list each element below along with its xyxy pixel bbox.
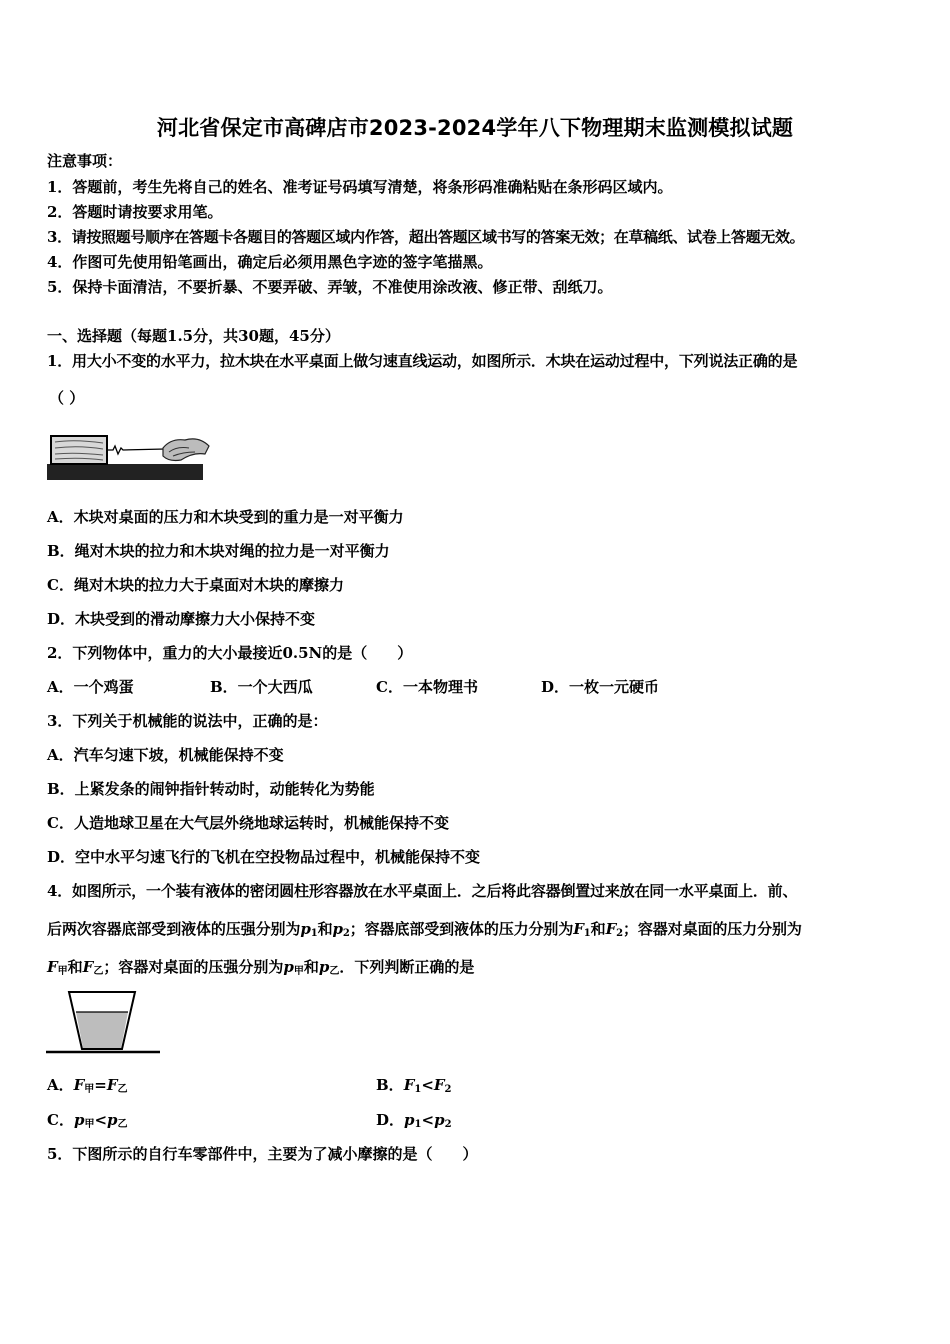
q4-stem-line-1: 4．如图所示，一个装有液体的密闭圆柱形容器放在水平桌面上．之后将此容器倒置过来放在同一水平桌面上．前、 — [47, 882, 798, 900]
notice-heading: 注意事项： — [47, 152, 123, 170]
q4-option-a: A．$F_甲=F_乙$ — [47, 1076, 128, 1095]
q1-option-c: C．绳对木块的拉力大于桌面对木块的摩擦力 — [47, 576, 344, 594]
notice-item-1: 1．答题前，考生先将自己的姓名、准考证号码填写清楚，将条形码准确粘贴在条形码区域内。 — [47, 178, 673, 196]
q4-option-c: C．$p_甲<p_乙$ — [47, 1111, 128, 1130]
q2-option-c: C．一本物理书 — [376, 678, 478, 696]
q1-option-b: B．绳对木块的拉力和木块对绳的拉力是一对平衡力 — [47, 542, 390, 560]
q3-option-a: A．汽车匀速下坡，机械能保持不变 — [47, 746, 284, 764]
q4-stem-line-3: $F_甲$和$F_乙$；容器对桌面的压强分别为$p_甲$和$p_乙$．下列判断正确的是 — [47, 958, 475, 977]
q3-option-b: B．上紧发条的闹钟指针转动时，动能转化为势能 — [47, 780, 375, 798]
q2-option-b: B．一个大西瓜 — [210, 678, 313, 696]
section-heading: 一、选择题（每题1.5分，共30题，45分） — [47, 327, 340, 345]
notice-item-5: 5．保持卡面清洁，不要折暴、不要弄破、弄皱，不准使用涂改液、修正带、刮纸刀。 — [47, 278, 613, 296]
q3-stem: 3．下列关于机械能的说法中，正确的是： — [47, 712, 328, 730]
q3-option-c: C．人造地球卫星在大气层外绕地球运转时，机械能保持不变 — [47, 814, 449, 832]
q1-option-a: A．木块对桌面的压力和木块受到的重力是一对平衡力 — [47, 508, 404, 526]
q1-stem-bracket: （ ） — [49, 389, 85, 407]
q5-stem: 5．下图所示的自行车零部件中，主要为了减小摩擦的是（ ） — [47, 1145, 478, 1163]
q1-option-d: D．木块受到的滑动摩擦力大小保持不变 — [47, 610, 316, 628]
q1-figure-block-pulled — [45, 430, 215, 482]
notice-item-2: 2．答题时请按要求用笔。 — [47, 203, 223, 221]
notice-item-4: 4．作图可先使用铅笔画出，确定后必须用黑色字迹的签字笔描黑。 — [47, 253, 493, 271]
notice-item-3: 3．请按照题号顺序在答题卡各题目的答题区域内作答，超出答题区域书写的答案无效；在草稿纸、试卷上答题无效。 — [47, 228, 805, 246]
q2-option-d: D．一枚一元硬币 — [541, 678, 660, 696]
q2-stem: 2．下列物体中，重力的大小最接近0.5N的是（ ） — [47, 644, 413, 662]
q2-option-a: A．一个鸡蛋 — [47, 678, 134, 696]
q1-stem: 1．用大小不变的水平力，拉木块在水平桌面上做匀速直线运动，如图所示．木块在运动过程中，下列说法正确的是 — [47, 352, 798, 370]
q4-stem-line-2: 后两次容器底部受到液体的压强分别为$p_1$和$p_2$；容器底部受到液体的压力分别为$F_1$和$F_2$；容器对桌面的压力分别为 — [47, 920, 802, 939]
q4-option-d: D．$p_1<p_2$ — [376, 1111, 452, 1130]
q4-option-b: B．$F_1<F_2$ — [376, 1076, 452, 1095]
q4-figure-container — [45, 990, 161, 1058]
q3-option-d: D．空中水平匀速飞行的飞机在空投物品过程中，机械能保持不变 — [47, 848, 481, 866]
page-title: 河北省保定市高碑店市2023-2024学年八下物理期末监测模拟试题 — [156, 116, 794, 140]
